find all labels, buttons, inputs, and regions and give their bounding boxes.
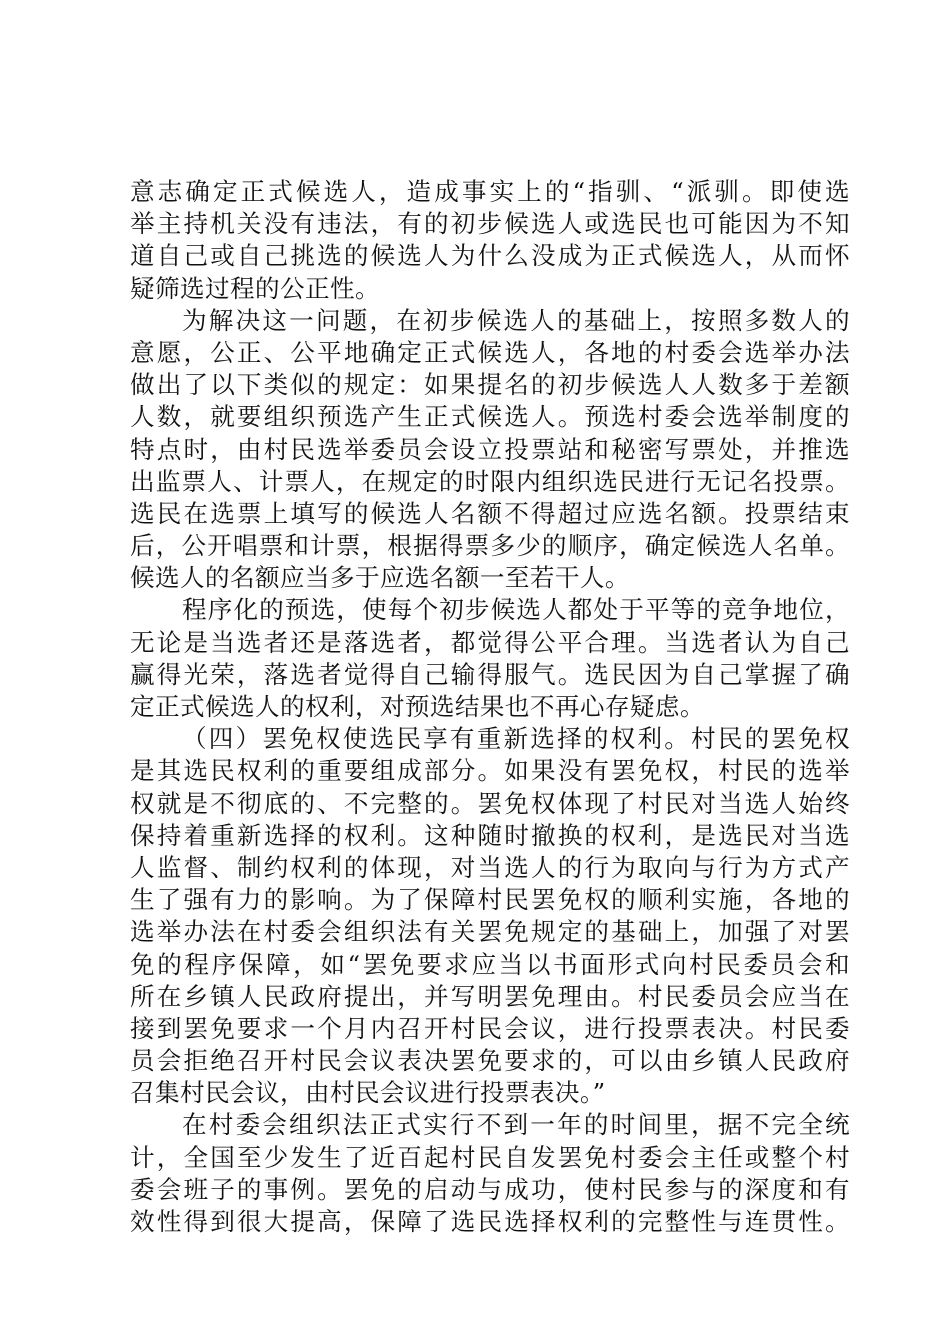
text-line: 召集村民会议，由村民会议进行投票表决。” [130, 1078, 606, 1108]
text-line: 出监票人、计票人，在规定的时限内组织选民进行无记名投票。 [130, 466, 850, 496]
text-line: 所在乡镇人民政府提出，并写明罢免理由。村民委员会应当在 [130, 981, 850, 1011]
text-line: 意愿，公正、公平地确定正式候选人，各地的村委会选举办法 [130, 337, 850, 367]
text-line: 程序化的预选，使每个初步候选人都处于平等的竞争地位， [182, 595, 850, 625]
text-line: 定正式候选人的权利，对预选结果也不再心存疑虑。 [130, 692, 705, 721]
text-line: 人监督、制约权利的体现，对当选人的行为取向与行为方式产 [130, 852, 850, 882]
text-line: 赢得光荣，落选者觉得自己输得服气。选民因为自己掌握了确 [130, 659, 850, 689]
text-line: 疑筛选过程的公正性。 [130, 273, 380, 303]
text-line: 效性得到很大提高，保障了选民选择权利的完整性与连贯性。 [130, 1207, 850, 1236]
text-line: 生了强有力的影响。为了保障村民罢免权的顺利实施，各地的 [130, 885, 850, 915]
text-line: 意志确定正式候选人，造成事实上的“指驯、“派驯。即使选 [130, 177, 850, 206]
text-line: 选举办法在村委会组织法有关罢免规定的基础上，加强了对罢 [130, 917, 850, 947]
text-line: 选民在选票上填写的候选人名额不得超过应选名额。投票结束 [130, 498, 850, 528]
text-line: 候选人的名额应当多于应选名额一至若干人。 [130, 563, 630, 593]
text-line: 权就是不彻底的、不完整的。罢免权体现了村民对当选人始终 [130, 788, 850, 818]
text-line: 道自己或自己挑选的候选人为什么没成为正式候选人，从而怀 [130, 241, 850, 271]
text-line: 后，公开唱票和计票，根据得票多少的顺序，确定候选人名单。 [130, 531, 850, 561]
text-line: （四）罢免权使选民享有重新选择的权利。村民的罢免权 [182, 724, 850, 754]
text-line: 免的程序保障，如“罢免要求应当以书面形式向村民委员会和 [130, 949, 850, 979]
body-text [130, 176, 850, 1238]
text-line: 员会拒绝召开村民会议表决罢免要求的，可以由乡镇人民政府 [130, 1046, 850, 1076]
text-line: 为解决这一问题，在初步候选人的基础上，按照多数人的 [182, 305, 850, 335]
text-line: 人数，就要组织预选产生正式候选人。预选村委会选举制度的 [130, 402, 850, 432]
text-line: 特点时，由村民选举委员会设立投票站和秘密写票处，并推选 [130, 434, 850, 464]
text-line: 在村委会组织法正式实行不到一年的时间里，据不完全统 [182, 1110, 850, 1140]
text-line: 计，全国至少发生了近百起村民自发罢免村委会主任或整个村 [130, 1142, 850, 1172]
text-line: 做出了以下类似的规定：如果提名的初步候选人人数多于差额 [130, 370, 850, 400]
text-line: 接到罢免要求一个月内召开村民会议，进行投票表决。村民委 [130, 1013, 850, 1043]
text-line: 是其选民权利的重要组成部分。如果没有罢免权，村民的选举 [130, 756, 850, 786]
text-line: 保持着重新选择的权利。这种随时撤换的权利，是选民对当选 [130, 820, 850, 850]
text-line: 举主持机关没有违法，有的初步候选人或选民也可能因为不知 [130, 209, 850, 239]
text-line: 委会班子的事例。罢免的启动与成功，使村民参与的深度和有 [130, 1174, 850, 1204]
text-line: 无论是当选者还是落选者，都觉得公平合理。当选者认为自己 [130, 627, 850, 657]
